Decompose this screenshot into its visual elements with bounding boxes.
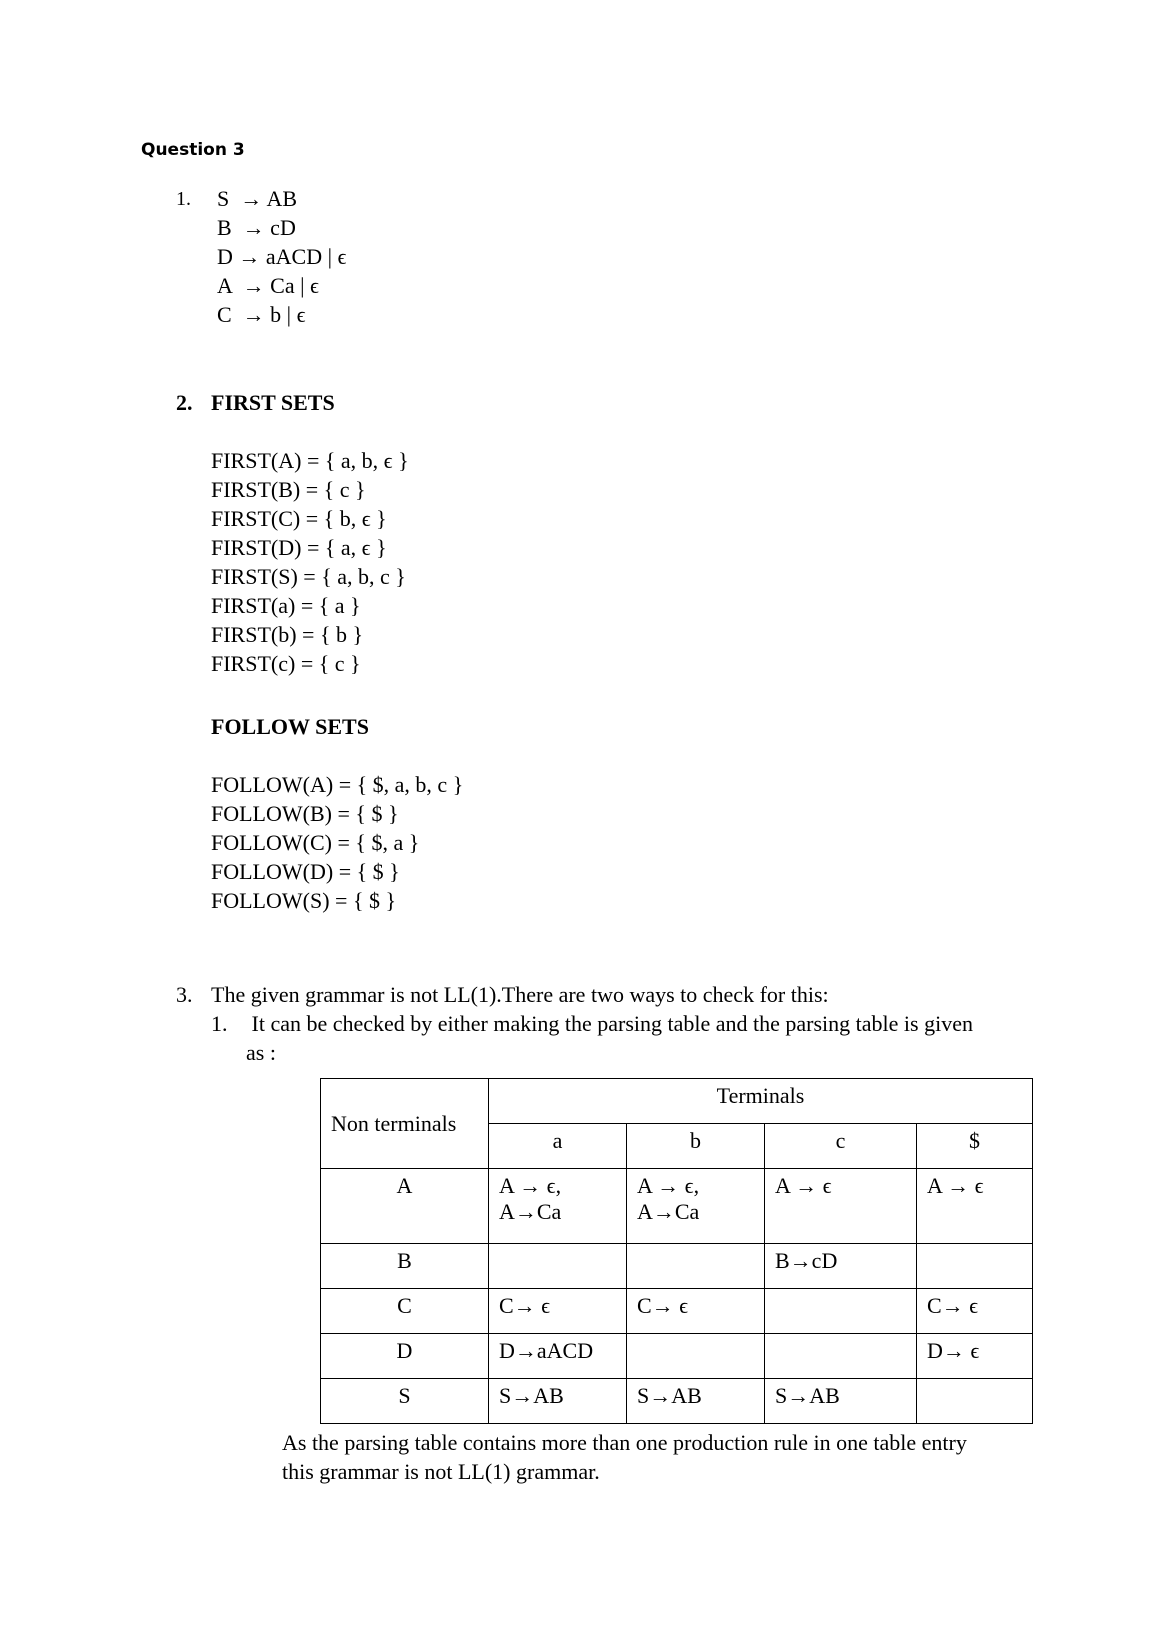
table-cell: B→cD [765,1244,917,1289]
follow-sets-title: FOLLOW SETS [211,714,369,739]
follow-sets-list [211,770,463,915]
section-1-number: 1. [176,188,191,210]
question-heading: Question 3 [141,140,245,160]
nonterminals-header: Non terminals [321,1079,489,1169]
table-cell [765,1334,917,1379]
table-cell: D→ ϵ [917,1334,1033,1379]
section-3-number: 3. [176,982,193,1007]
conclusion-line: As the parsing table contains more than one production rule in one table entry [282,1430,967,1455]
nonterminal-cell: D [321,1334,489,1379]
table-cell: C→ ϵ [489,1289,627,1334]
terminal-header: $ [917,1124,1033,1169]
terminal-header: b [627,1124,765,1169]
table-cell [627,1334,765,1379]
terminals-header: Terminals [489,1079,1033,1124]
first-set-item: FIRST(S) = { a, b, c } [211,564,406,589]
first-set-item: FIRST(D) = { a, ϵ } [211,535,387,560]
conclusion-line: this grammar is not LL(1) grammar. [282,1459,600,1484]
table-cell: D→aACD [489,1334,627,1379]
first-sets-title: FIRST SETS [211,390,335,415]
cell-line: A→Ca [499,1199,562,1224]
table-cell: S→AB [489,1379,627,1424]
table-cell [489,1169,627,1244]
subitem-text-line1: It can be checked by either making the parsing table and the parsing table is given [246,1011,973,1036]
nonterminal-cell: A [321,1169,489,1244]
cell-line: A → ϵ [775,1173,832,1198]
grammar-rules [217,184,346,329]
table-cell [917,1169,1033,1244]
table-cell: C→ ϵ [917,1289,1033,1334]
follow-set-item: FOLLOW(A) = { $, a, b, c } [211,772,464,797]
cell-line: A → ϵ, [499,1173,562,1198]
follow-set-item: FOLLOW(D) = { $ } [211,859,400,884]
conclusion [282,1428,1042,1486]
table-row [321,1289,1033,1334]
grammar-rule: D → aACD | ϵ [217,244,347,269]
table-row [321,1379,1033,1424]
table-cell: S→AB [765,1379,917,1424]
subitem-text-line2: as : [246,1040,276,1065]
cell-line: A→Ca [637,1199,700,1224]
cell-line: A → ϵ [927,1173,984,1198]
first-set-item: FIRST(a) = { a } [211,593,361,618]
table-cell: S→AB [627,1379,765,1424]
grammar-rule: S → AB [217,186,298,211]
table-row [321,1334,1033,1379]
cell-line: A → ϵ, [637,1173,700,1198]
first-set-item: FIRST(c) = { c } [211,651,361,676]
grammar-rule: B → cD [217,215,296,240]
table-cell [765,1289,917,1334]
subitem-number: 1. [211,1011,228,1036]
first-set-item: FIRST(A) = { a, b, ϵ } [211,448,409,473]
table-cell [627,1244,765,1289]
follow-set-item: FOLLOW(B) = { $ } [211,801,399,826]
table-cell [917,1244,1033,1289]
first-set-item: FIRST(b) = { b } [211,622,364,647]
grammar-rule: A → Ca | ϵ [217,273,319,298]
table-cell [627,1169,765,1244]
table-row [321,1169,1033,1244]
table-cell [765,1169,917,1244]
grammar-rule: C → b | ϵ [217,302,306,327]
first-set-item: FIRST(C) = { b, ϵ } [211,506,387,531]
first-set-item: FIRST(B) = { c } [211,477,366,502]
table-cell: C→ ϵ [627,1289,765,1334]
section-2-number: 2. [176,390,193,415]
first-sets-list [211,446,409,678]
follow-set-item: FOLLOW(S) = { $ } [211,888,397,913]
terminal-header: c [765,1124,917,1169]
parsing-table [320,1078,1033,1424]
nonterminal-cell: S [321,1379,489,1424]
table-row [321,1244,1033,1289]
follow-set-item: FOLLOW(C) = { $, a } [211,830,420,855]
nonterminal-cell: B [321,1244,489,1289]
terminal-header: a [489,1124,627,1169]
section-3-intro: The given grammar is not LL(1).There are two ways to check for this: [211,982,829,1007]
table-cell [489,1244,627,1289]
nonterminal-cell: C [321,1289,489,1334]
table-cell [917,1379,1033,1424]
